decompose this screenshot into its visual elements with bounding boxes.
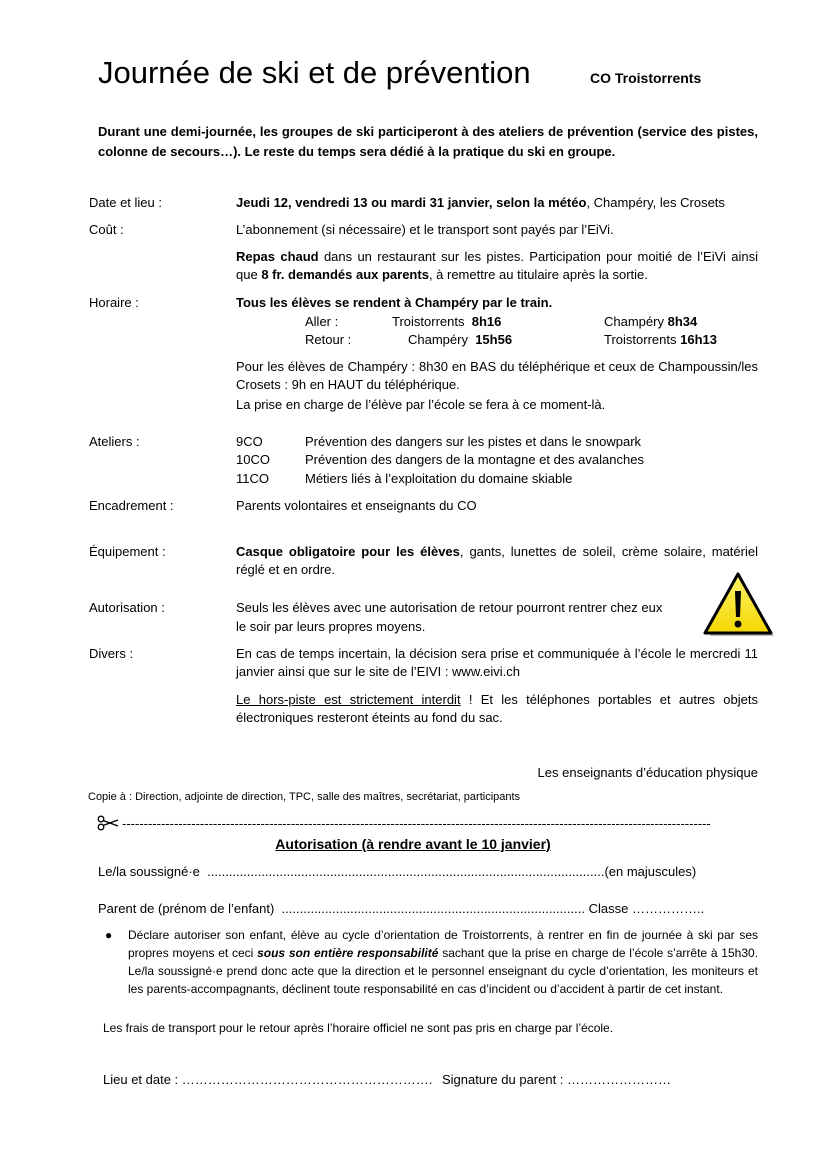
atelier-text: Prévention des dangers de la montagne et des avalanches: [305, 452, 644, 467]
signature-label: Signature du parent :: [442, 1072, 564, 1087]
repas-bold: Repas chaud: [236, 249, 319, 264]
divers-label: Divers :: [89, 646, 134, 661]
date-label: Date et lieu :: [89, 195, 162, 210]
encadrement-label: Encadrement :: [89, 498, 174, 513]
divers-text: En cas de temps incertain, la décision sera prise et communiquée à l’école le mercredi 11 janvier ainsi que sur le site de l’EIVI : www.eivi.ch: [236, 646, 758, 679]
atelier-text: Prévention des dangers sur les pistes et dans le snowpark: [305, 434, 642, 449]
divers-rest: ! Et les téléphones portables et autres objets électroniques resteront éteints au fond du sac.: [236, 692, 758, 725]
lieu-label: Lieu et date :: [103, 1072, 179, 1087]
aller-to: [604, 313, 697, 331]
autorisation-label: Autorisation :: [89, 600, 165, 615]
signature-field[interactable]: ……………………: [567, 1072, 672, 1087]
repas-mid: dans un restaurant sur les pistes. Participation pour moitié de l’EiVi ainsi que: [236, 249, 758, 282]
classe-label: Classe: [588, 901, 629, 916]
repas-price: 8 fr. demandés aux parents: [261, 267, 429, 282]
autorisation-line2: le soir par leurs propres moyens.: [236, 619, 426, 634]
encadrement-value: Parents volontaires et enseignants du CO: [236, 498, 477, 513]
atelier-text: Métiers liés à l’exploitation du domaine skiable: [305, 471, 573, 486]
parent-signature-row: [442, 1071, 671, 1089]
soussigne-row: [98, 863, 696, 881]
declaration-text: [128, 926, 758, 998]
parent-field[interactable]: ....................................................................................: [281, 901, 585, 916]
teachers-signature: Les enseignants d’éducation physique: [537, 765, 758, 780]
horaire-note1: Pour les élèves de Champéry : 8h30 en BAS du téléphérique et ceux de Champoussin/les Crosets : 9h en HAUT du téléphérique.: [236, 359, 758, 392]
retour-from: [408, 331, 512, 349]
date-bold: Jeudi 12, vendredi 13 ou mardi 31 janvier, selon la météo: [236, 195, 587, 210]
divers-rule: [236, 691, 758, 727]
horaire-note2: La prise en charge de l’élève par l’école se fera à ce moment-là.: [236, 397, 606, 412]
cout-label: Coût :: [89, 222, 124, 237]
aller-from: [392, 313, 501, 331]
ateliers-label: Ateliers :: [89, 434, 140, 449]
lieu-field[interactable]: ………………………………………………….: [181, 1072, 433, 1087]
intro-paragraph: Durant une demi-journée, les groupes de ski participeront à des ateliers de prévention (service des pistes, colonne de secours…). Le reste du temps sera dédié à la pratique du ski en groupe.: [98, 124, 758, 159]
soussigne-suffix: (en majuscules): [604, 864, 697, 879]
retour-to: [604, 331, 717, 349]
date-rest: , Champéry, les Crosets: [586, 195, 725, 210]
cout-repas: [236, 248, 758, 284]
soussigne-field[interactable]: ..............................................................................................................: [207, 864, 605, 879]
retour-to-station: Troistorrents: [604, 332, 677, 347]
cout-line1: L’abonnement (si nécessaire) et le transport sont payés par l’EiVi.: [236, 222, 614, 237]
school-name: CO Troistorrents: [590, 70, 702, 86]
aller-to-time: 8h34: [667, 314, 698, 329]
equipement-value: [236, 543, 758, 579]
bullet-icon: ●: [105, 928, 113, 942]
classe-field[interactable]: ……………..: [631, 901, 705, 916]
page-title: Journée de ski et de prévention: [98, 55, 531, 90]
horaire-headline: [236, 294, 758, 312]
copy-to: Copie à : Direction, adjointe de direction, TPC, salle des maîtres, secrétariat, participants: [88, 791, 521, 803]
lieu-row: [103, 1071, 432, 1089]
declaration-end: sachant que la prise en charge de l’école s’arrête à 15h30. Le/la soussigné·e prend donc acte que la direction et le personnel enseignant du cycle d’orientation, les moniteurs et les parents-accompagnants, déclinent toute responsabilité en cas d’incident ou d’accident à partir de cet instant.: [128, 946, 758, 996]
declaration-emphasis: sous son entière responsabilité: [257, 946, 439, 960]
soussigne-label: Le/la soussigné·e: [98, 864, 200, 879]
scissors-icon: [97, 815, 119, 831]
retour-to-time: 16h13: [680, 332, 717, 347]
equipement-rest: , gants, lunettes de soleil, crème solaire, matériel réglé et en ordre.: [236, 544, 758, 577]
divers-underlined: Le hors-piste est strictement interdit: [236, 692, 461, 707]
retour-from-station: Champéry: [408, 332, 468, 347]
aller-to-station: Champéry: [604, 314, 664, 329]
retour-label: Retour :: [305, 332, 352, 347]
horaire-label: Horaire :: [89, 295, 139, 310]
horaire-headline-text: Tous les élèves se rendent à Champéry par le train.: [236, 295, 553, 310]
warning-icon: [703, 571, 775, 639]
equipement-bold: Casque obligatoire pour les élèves: [236, 544, 460, 559]
aller-from-time: 8h16: [471, 314, 502, 329]
autorisation-line1: Seuls les élèves avec une autorisation de retour pourront rentrer chez eux: [236, 600, 663, 615]
atelier-level: 10CO: [236, 452, 270, 467]
aller-label: Aller :: [305, 314, 339, 329]
equipement-label: Équipement :: [89, 544, 166, 559]
transport-fees-note: Les frais de transport pour le retour après l’horaire officiel ne sont pas pris en charge par l’école.: [103, 1021, 614, 1035]
repas-end: , à remettre au titulaire après la sortie.: [428, 267, 648, 282]
atelier-level: 11CO: [236, 471, 269, 486]
retour-from-time: 15h56: [475, 332, 513, 347]
parent-label: Parent de (prénom de l’enfant): [98, 901, 275, 916]
cut-line: ----------------------------------------------------------------------------------------------------------------------------------------: [122, 816, 711, 831]
aller-from-station: Troistorrents: [392, 314, 465, 329]
authorization-title: Autorisation (à rendre avant le 10 janvier): [275, 836, 551, 852]
declaration-start: Déclare autoriser son enfant, élève au cycle d’orientation de Troistorrents, à rentrer en fin de journée à ski par ses propres moyens et ceci: [128, 928, 758, 960]
parent-row: [98, 900, 704, 918]
date-value: [236, 194, 758, 212]
atelier-level: 9CO: [236, 434, 263, 449]
